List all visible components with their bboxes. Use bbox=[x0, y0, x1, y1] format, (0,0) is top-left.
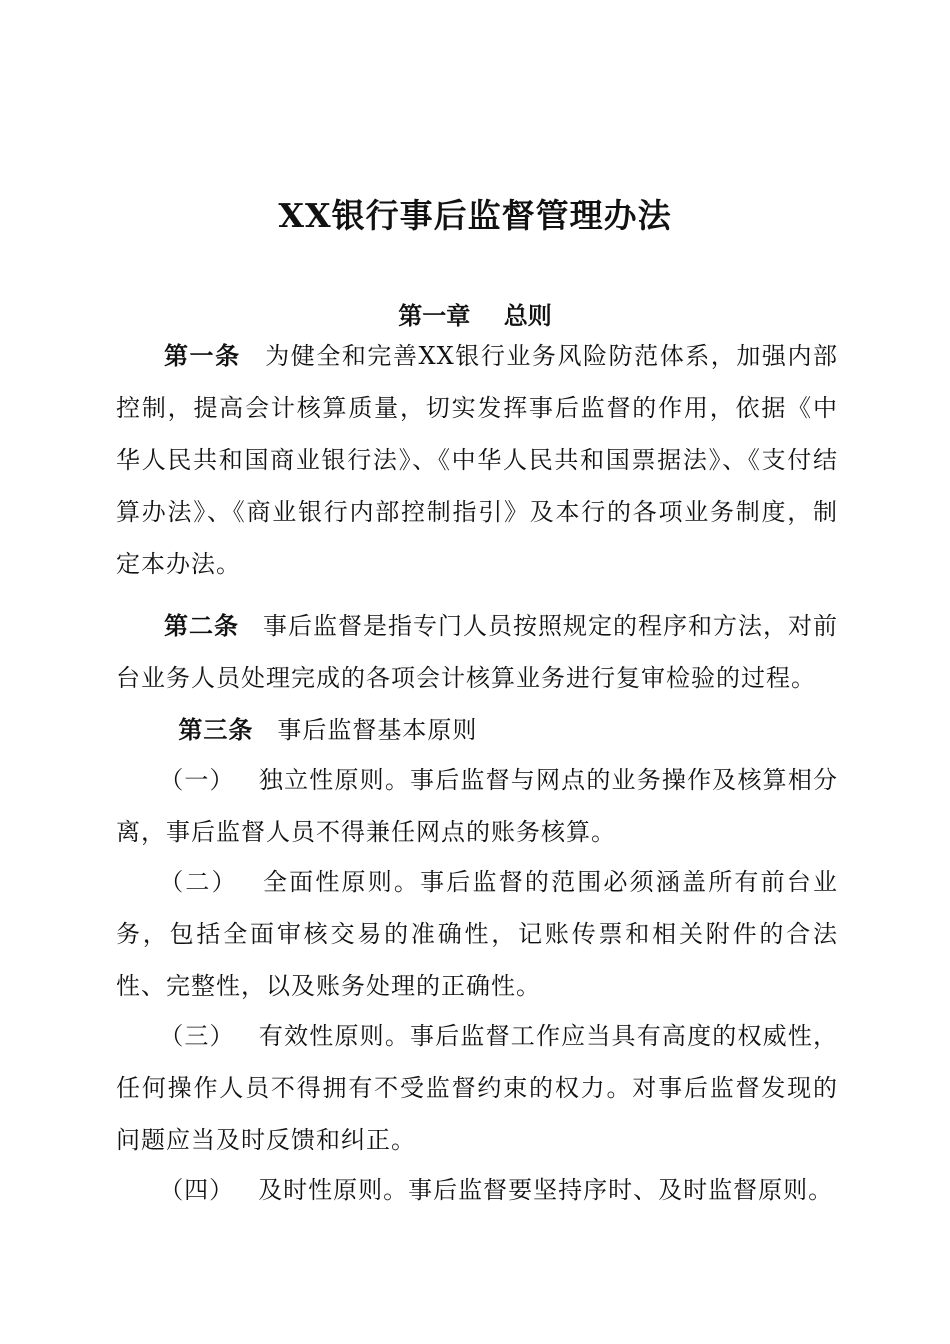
principle-4 bbox=[116, 1164, 838, 1216]
principle-3 bbox=[116, 1010, 838, 1166]
principle-1-text: 独立性原则。事后监督与网点的业务操作及核算相分离，事后监督人员不得兼任网点的账务核算。 bbox=[116, 766, 839, 846]
principle-3-num: （三） bbox=[159, 1022, 235, 1050]
article-3-label: 第三条 bbox=[178, 715, 254, 744]
article-3-text: 事后监督基本原则 bbox=[277, 716, 478, 744]
document-title: XX银行事后监督管理办法 bbox=[278, 196, 672, 235]
article-2 bbox=[116, 600, 838, 704]
principle-1-num: （一） bbox=[159, 766, 235, 794]
principle-1 bbox=[116, 754, 838, 858]
principle-2 bbox=[116, 856, 838, 1012]
principle-4-num: （四） bbox=[159, 1176, 235, 1204]
article-3 bbox=[116, 704, 838, 756]
chapter-heading: 第一章 总则 bbox=[398, 301, 552, 330]
principle-2-num: （二） bbox=[159, 868, 238, 896]
document-body bbox=[116, 330, 838, 1216]
principle-4-text: 及时性原则。事后监督要坚持序时、及时监督原则。 bbox=[258, 1176, 834, 1204]
article-1-label: 第一条 bbox=[164, 341, 241, 370]
article-1-text: 为健全和完善XX银行业务风险防范体系，加强内部控制，提高会计核算质量，切实发挥事后监督的作用，依据《中华人民共和国商业银行法》、《中华人民共和国票据法》、《支付结算办法》、《商业银行内部控制指引》及本行的各项业务制度，制定本办法。 bbox=[116, 342, 839, 578]
principle-2-text: 全面性原则。事后监督的范围必须涵盖所有前台业务，包括全面审核交易的准确性，记账传票和相关附件的合法性、完整性，以及账务处理的正确性。 bbox=[116, 868, 838, 1000]
article-2-label: 第二条 bbox=[164, 611, 239, 640]
principle-3-text: 有效性原则。事后监督工作应当具有高度的权威性，任何操作人员不得拥有不受监督约束的权力。对事后监督发现的问题应当及时反馈和纠正。 bbox=[116, 1022, 839, 1154]
article-2-text: 事后监督是指专门人员按照规定的程序和方法，对前台业务人员处理完成的各项会计核算业务进行复审检验的过程。 bbox=[116, 612, 838, 692]
article-1 bbox=[116, 330, 838, 590]
